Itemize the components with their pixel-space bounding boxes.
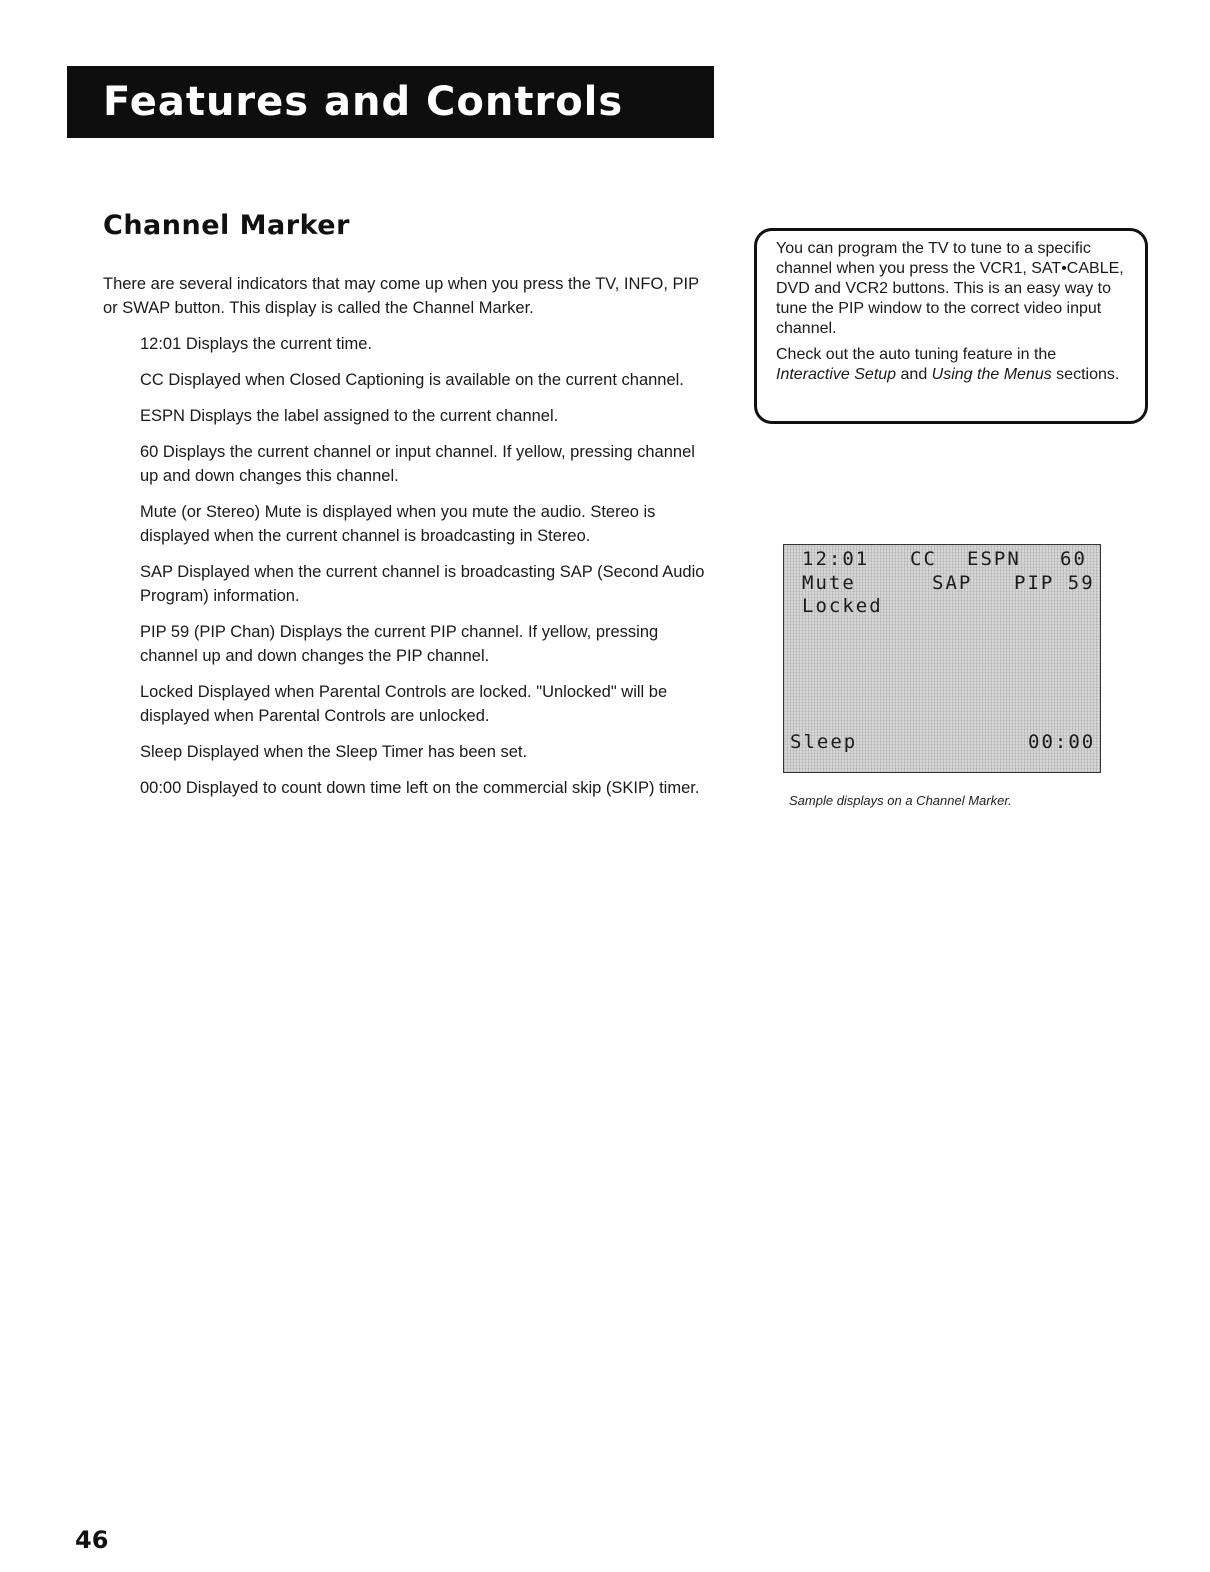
- interactive-setup-reference: Interactive Setup: [776, 366, 897, 383]
- osd-row: [802, 595, 1088, 661]
- page-header-bar: [67, 66, 714, 138]
- indicator-item: 12:01 Displays the current time.: [140, 335, 373, 353]
- osd-time: 12:01: [802, 548, 870, 570]
- indicator-item: Locked Displayed when Parental Controls are locked. "Unlocked" will be displayed when Parental Controls are unlocked.: [140, 683, 668, 725]
- indicator-item: Mute (or Stereo) Mute is displayed when you mute the audio. Stereo is displayed when the current channel is broadcasting in Stereo.: [140, 503, 656, 545]
- osd-sap: SAP: [932, 572, 973, 594]
- osd-pip: PIP 59: [1014, 572, 1095, 594]
- using-the-menus-reference: Using the Menus: [931, 366, 1052, 383]
- indicator-item: 60 Displays the current channel or input channel. If yellow, pressing channel up and down changes this channel.: [140, 443, 695, 485]
- indicator-item: 00:00 Displayed to count down time left on the commercial skip (SKIP) timer.: [140, 779, 700, 797]
- osd-skip-timer: 00:00: [1028, 731, 1096, 753]
- indicator-item: SAP Displayed when the current channel is broadcasting SAP (Second Audio Program) information.: [140, 563, 705, 605]
- tip-text: sections.: [1051, 366, 1120, 383]
- figure-caption: Sample displays on a Channel Marker.: [789, 793, 1012, 808]
- section-title: Channel Marker: [103, 210, 350, 241]
- intro-paragraph: There are several indicators that may come up when you press the TV, INFO, PIP or SWAP button. This display is called the Channel Marker.: [103, 275, 699, 317]
- osd-locked: Locked: [802, 595, 883, 617]
- osd-channel-label: ESPN: [967, 548, 1021, 570]
- tip-text: and: [896, 366, 932, 383]
- osd-sleep: Sleep: [790, 731, 858, 753]
- tip-box: [754, 228, 1148, 424]
- indicator-item: CC Displayed when Closed Captioning is available on the current channel.: [140, 371, 684, 389]
- osd-cc: CC: [910, 548, 937, 570]
- page-header-title: Features and Controls: [103, 79, 624, 125]
- osd-mute: Mute: [802, 572, 856, 594]
- indicator-list: [140, 332, 710, 812]
- osd-channel-number: 60: [1060, 548, 1087, 570]
- indicator-item: ESPN Displays the label assigned to the current channel.: [140, 407, 559, 425]
- tip-paragraph-1: You can program the TV to tune to a specific channel when you press the VCR1, SAT•CABLE, DVD and VCR2 buttons. This is an easy way to tune the PIP window to the correct video input channel.: [776, 240, 1124, 337]
- tip-text: Check out the auto tuning feature in the: [776, 346, 1057, 363]
- indicator-item: PIP 59 (PIP Chan) Displays the current PIP channel. If yellow, pressing channel up and down changes the PIP channel.: [140, 623, 659, 665]
- indicator-item: Sleep Displayed when the Sleep Timer has been set.: [140, 743, 528, 761]
- channel-marker-display: [783, 544, 1101, 773]
- page-number: 46: [75, 1526, 109, 1554]
- tip-paragraph-2: [776, 345, 1127, 385]
